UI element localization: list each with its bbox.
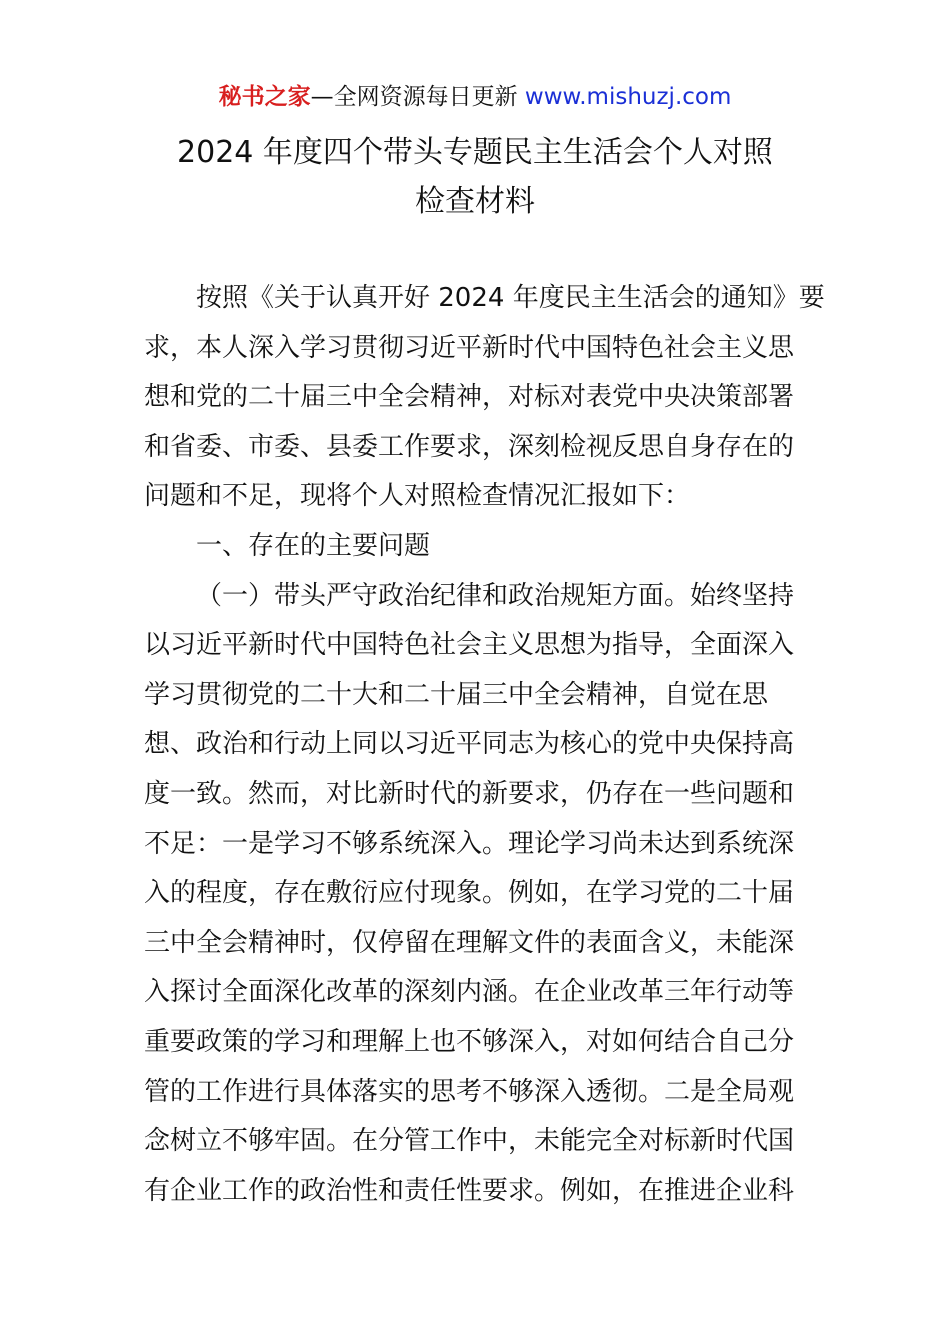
paragraph-section-1-line: 重要政策的学习和理解上也不够深入，对如何结合自己分 (144, 1026, 795, 1057)
document-title-line: 检查材料 (415, 184, 535, 219)
paragraph-intro-line: 求，本人深入学习贯彻习近平新时代中国特色社会主义思 (144, 332, 795, 363)
paragraph-intro-line: 想和党的二十届三中全会精神，对标对表党中央决策部署 (144, 382, 795, 413)
paragraph-section-1-line: 想、政治和行动上同以习近平同志为核心的党中央保持高 (144, 729, 795, 760)
paragraph-section-1-line: 不足：一是学习不够系统深入。理论学习尚未达到系统深 (144, 828, 795, 859)
paragraph-section-1-line: 管的工作进行具体落实的思考不够深入透彻。二是全局观 (144, 1076, 795, 1107)
paragraph-intro-line: 按照《关于认真开好 2024 年度民主生活会的通知》要 (196, 283, 825, 313)
paragraph-section-1-line: 三中全会精神时，仅停留在理解文件的表面含义，未能深 (144, 927, 795, 958)
document-title-line: 2024 年度四个带头专题民主生活会个人对照 (177, 135, 773, 170)
paragraph-section-1-line: （一）带头严守政治纪律和政治规矩方面。始终坚持 (196, 580, 795, 611)
paragraph-intro-line: 和省委、市委、县委工作要求，深刻检视反思自身存在的 (144, 431, 795, 462)
paragraph-section-1-line: 以习近平新时代中国特色社会主义思想为指导，全面深入 (144, 630, 795, 661)
site-header (0, 80, 950, 114)
paragraph-section-1-line: 入探讨全面深化改革的深刻内涵。在企业改革三年行动等 (144, 977, 795, 1008)
site-url-link[interactable]: www.mishuzj.com (524, 84, 732, 110)
paragraph-section-1-line: 入的程度，存在敷衍应付现象。例如，在学习党的二十届 (144, 878, 795, 909)
document-body (144, 274, 825, 1216)
site-brand: 秘书之家 (218, 84, 311, 110)
paragraph-intro-line: 问题和不足，现将个人对照检查情况汇报如下： (144, 481, 691, 512)
section-heading: 一、存在的主要问题 (196, 530, 431, 561)
paragraph-section-1-line: 度一致。然而，对比新时代的新要求，仍存在一些问题和 (144, 778, 795, 809)
paragraph-section-1-line: 念树立不够牢固。在分管工作中，未能完全对标新时代国 (144, 1126, 795, 1157)
paragraph-section-1-line: 有企业工作的政治性和责任性要求。例如，在推进企业科 (144, 1175, 795, 1206)
site-tagline: —全网资源每日更新 (310, 84, 525, 110)
document-title (0, 128, 950, 226)
paragraph-section-1-line: 学习贯彻党的二十大和二十届三中全会精神，自觉在思 (144, 679, 769, 710)
